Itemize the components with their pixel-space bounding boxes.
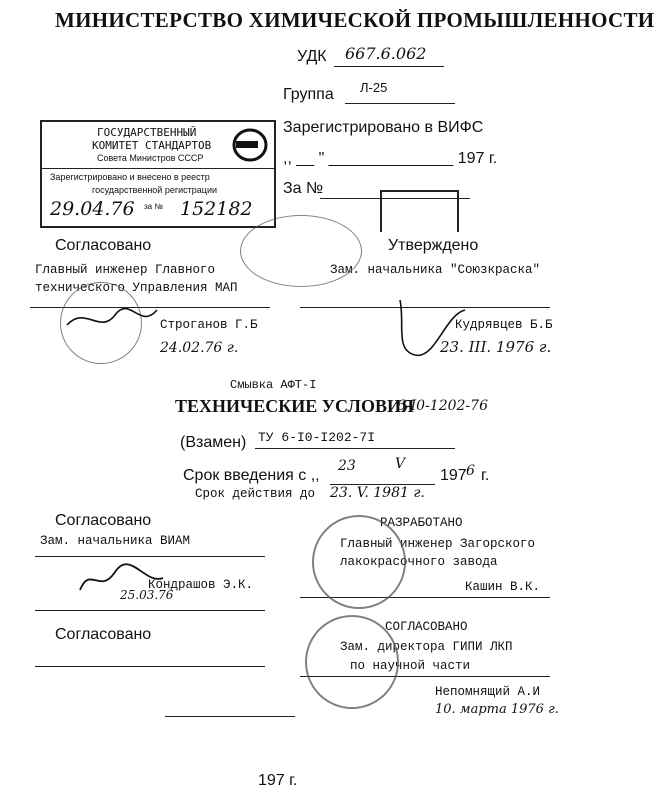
agreed-left-date: 24.02.76 г. (160, 340, 239, 356)
stamp-line-5: государственной регистрации (92, 185, 217, 195)
agreed-viam-name: Кондрашов Э.К. (148, 578, 254, 592)
intro-label: Срок введения с ,, (183, 467, 320, 484)
round-seal-gipi (305, 615, 399, 709)
round-seal-right (240, 215, 362, 287)
replace-value: ТУ 6-I0-I202-7I (258, 430, 376, 445)
developed-title: РАЗРАБОТАНО (380, 516, 463, 530)
intro-year-prefix: 197 (440, 467, 467, 484)
registration-date-line: ,, __ " ______________ 197 г. (283, 150, 498, 167)
agreed-gipi-name: Непомнящий А.И (435, 685, 541, 699)
replace-label: (Взамен) (180, 434, 247, 451)
registration-text: Зарегистрировано в ВИФС (283, 119, 484, 136)
standards-logo-icon (232, 128, 268, 162)
stamp-line-2: КОМИТЕТ СТАНДАРТОВ (92, 139, 212, 152)
agreed-viam-position: Зам. начальника ВИАМ (40, 534, 191, 548)
agreed-gipi-position-2: по научной части (350, 659, 471, 673)
agreed-viam-date: 25.03.76 (120, 588, 174, 602)
product-name: Смывка АФТ-I (230, 378, 317, 392)
approved-right-position: Зам. начальника "Союзкраска" (330, 263, 541, 277)
document-code: 6-I0-1202-76 (397, 398, 488, 414)
footer-year: 197 г. (258, 772, 298, 789)
developed-position-2: лакокрасочного завода (340, 555, 498, 569)
intro-day: 23 (338, 458, 356, 474)
udk-value: 667.6.062 (345, 44, 427, 63)
approved-right-name: Кудрявцев Б.Б (455, 318, 553, 332)
agreed-viam-title: Согласовано (55, 512, 152, 529)
developed-position-1: Главный инженер Загорского (340, 537, 536, 551)
developed-name: Кашин В.К. (465, 580, 541, 594)
intro-year-suffix: 6 (466, 463, 475, 479)
agreed-gipi-date: 10. марта 1976 г. (435, 702, 559, 717)
agreed-gipi-position-1: Зам. директора ГИПИ ЛКП (340, 640, 513, 654)
ministry-header: МИНИСТЕРСТВО ХИМИЧЕСКОЙ ПРОМЫШЛЕННОСТИ (55, 8, 654, 32)
agreed-left-position-1: Главный инженер Главного (35, 263, 216, 277)
stamp-number: 152182 (180, 198, 253, 220)
stamp-line-3: Совета Министров СССР (97, 153, 204, 163)
valid-label: Срок действия до (195, 487, 316, 501)
group-value: Л-25 (360, 80, 388, 95)
udk-label: УДК (297, 48, 327, 65)
agreed-third-title: Согласовано (55, 626, 152, 643)
stamp-line-1: ГОСУДАРСТВЕННЫЙ (97, 126, 197, 139)
registration-stamp (40, 120, 276, 228)
stamp-line-4: Зарегистрировано и внесено в реестр (50, 172, 210, 182)
approved-right-title: Утверждено (388, 237, 479, 254)
agreed-left-name: Строганов Г.Б (160, 318, 258, 332)
approved-right-date: 23. III. 1976 г. (440, 338, 552, 356)
intro-month: V (395, 456, 406, 472)
signature-viam (75, 560, 165, 600)
round-seal-developed (312, 515, 406, 609)
agreed-left-title: Согласовано (55, 237, 152, 254)
document-title: ТЕХНИЧЕСКИЕ УСЛОВИЯ (175, 396, 414, 416)
signature-right (390, 295, 470, 360)
agreed-left-position-2: технического Управления МАП (35, 281, 238, 295)
group-label: Группа (283, 86, 334, 103)
agreed-gipi-title: СОГЛАСОВАНО (385, 620, 468, 634)
intro-year-end: г. (481, 467, 490, 484)
registration-number-label: За № (283, 180, 324, 197)
stamp-za: за № (144, 202, 163, 211)
signature-left (65, 300, 160, 340)
valid-value: 23. V. 1981 г. (330, 485, 425, 501)
stamp-date: 29.04.76 (50, 198, 135, 220)
